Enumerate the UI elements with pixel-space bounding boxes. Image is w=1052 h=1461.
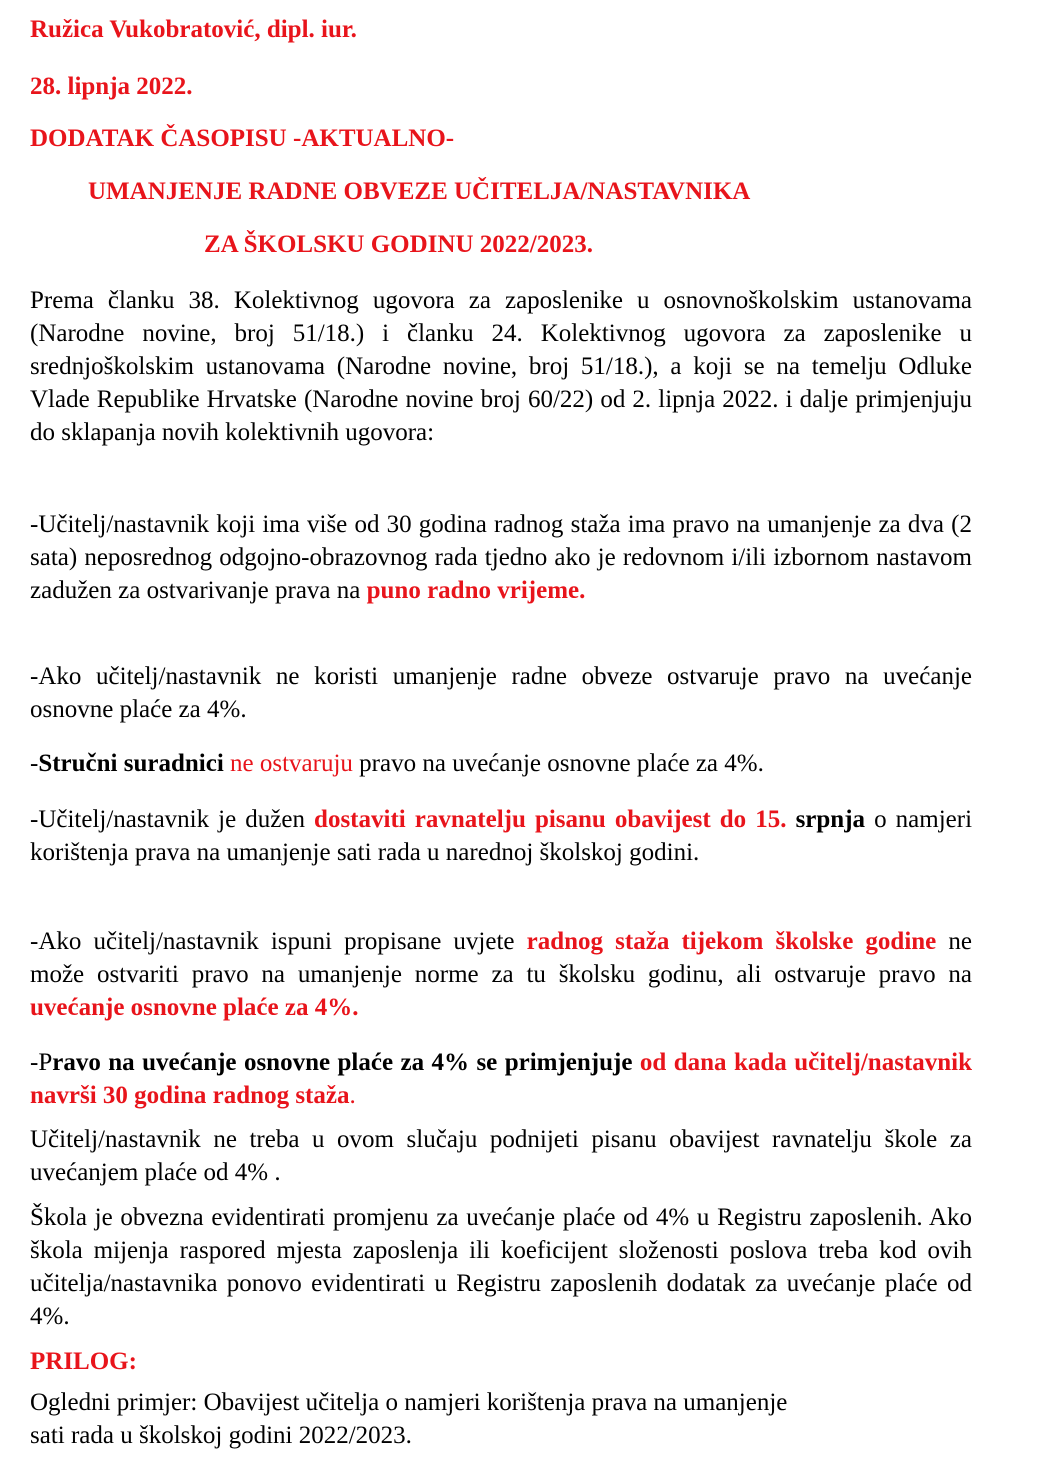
document-date: 28. lipnja 2022. [30,73,193,100]
title-line-1: UMANJENJE RADNE OBVEZE UČITELJA/NASTAVNIKA [88,178,751,205]
paragraph-notice-deadline [30,803,972,869]
author-name: Ružica Vukobratović, dipl. iur. [30,16,357,43]
right-bold: ravo na uvećanje osnovne plaće za 4% se primjenjuje [52,1049,633,1076]
attachment-label: PRILOG: [30,1348,137,1375]
attachment-line-2: sati rada u školskoj godini 2022/2023. [30,1422,412,1449]
paragraph-prefix: -Učitelj/nastavnik je dužen [30,806,315,833]
paragraph-teacher-right [30,508,972,607]
supplement-title: DODATAK ČASOPISU -AKTUALNO- [30,125,455,152]
paragraph-effective-date [30,1046,972,1112]
period-red: . [349,1082,356,1109]
paragraph-suffix: o namjeri korištenja prava na umanjenje sati rada u narednoj školskoj godini. [30,806,973,866]
paragraph-middle: ne može ostvariti pravo na umanjenje norme za tu školsku godinu, ali ostvaruje pravo na [30,928,973,988]
deadline-month-bold: srpnja [795,806,866,833]
paragraph-no-notice: Učitelj/nastavnik ne treba u ovom slučaju podnijeti pisanu obavijest ravnatelju škole za uvećanjem plaće od 4% . [30,1126,972,1186]
attachment-line-1: Ogledni primjer: Obavijest učitelja o namjeri korištenja prava na umanjenje [30,1389,788,1416]
emphasis-full-time: puno radno vrijeme. [366,577,586,604]
intro-paragraph: Prema članku 38. Kolektivnog ugovora za zaposlenike u osnovnoškolskim ustanovama (Narodne novine, broj 51/18.) i članku 24. Kolektivnog ugovora za zaposlenike u srednjoškolskim ustanovama (Narodne novine, broj 51/18.), a koji se na temelju Odluke Vlade Republike Hrvatske (Narodne novine broj 60/22) od 2. lipnja 2022. i dalje primjenjuju do sklapanja novih kolektivnih ugovora: [30,287,972,446]
effective-date-red: od dana kada učitelj/nastavnik navrši 30 godina radnog staža [30,1049,972,1109]
paragraph-suffix: pravo na uvećanje osnovne plaće za 4%. [352,750,764,777]
title-line-2: ZA ŠKOLSKU GODINU 2022/2023. [204,231,593,258]
deadline-red: dostaviti ravnatelju pisanu obavijest do 15. [314,806,796,833]
paragraph-space [632,1049,639,1076]
paragraph-prefix: -P [30,1049,53,1076]
not-entitled-red: ne ostvaruju [223,750,353,777]
associates-bold: Stručni suradnici [38,750,224,777]
service-during-year-red: radnog staža tijekom školske godine [526,928,937,955]
paragraph-prefix: - [30,750,39,777]
paragraph-registry: Škola je obvezna evidentirati promjenu za uvećanje plaće od 4% u Registru zaposlenih. Ako škola mijenja raspored mjesta zaposlenja ili koeficijent složenosti poslova treba kod ovih učitelja/nastavnika ponovo evidentirati u Registru zaposlenih dodatak za uvećanje plaće od 4%. [30,1204,972,1330]
paragraph-associates [30,747,972,780]
paragraph-salary-increase: -Ako učitelj/nastavnik ne koristi umanjenje radne obveze ostvaruje pravo na uvećanje osnovne plaće za 4%. [30,663,972,723]
salary-increase-red: uvećanje osnovne plaće za 4%. [30,994,359,1021]
paragraph-prefix: -Ako učitelj/nastavnik ispuni propisane uvjete [30,928,527,955]
paragraph-during-year [30,925,972,1024]
paragraph-text: -Učitelj/nastavnik koji ima više od 30 godina radnog staža ima pravo na umanjenje za dva (2 sata) neposrednog odgojno-obrazovnog rada tjedno ako je redovnom i/ili izbornom nastavom zadužen za ostvarivanje prava na [30,511,972,604]
